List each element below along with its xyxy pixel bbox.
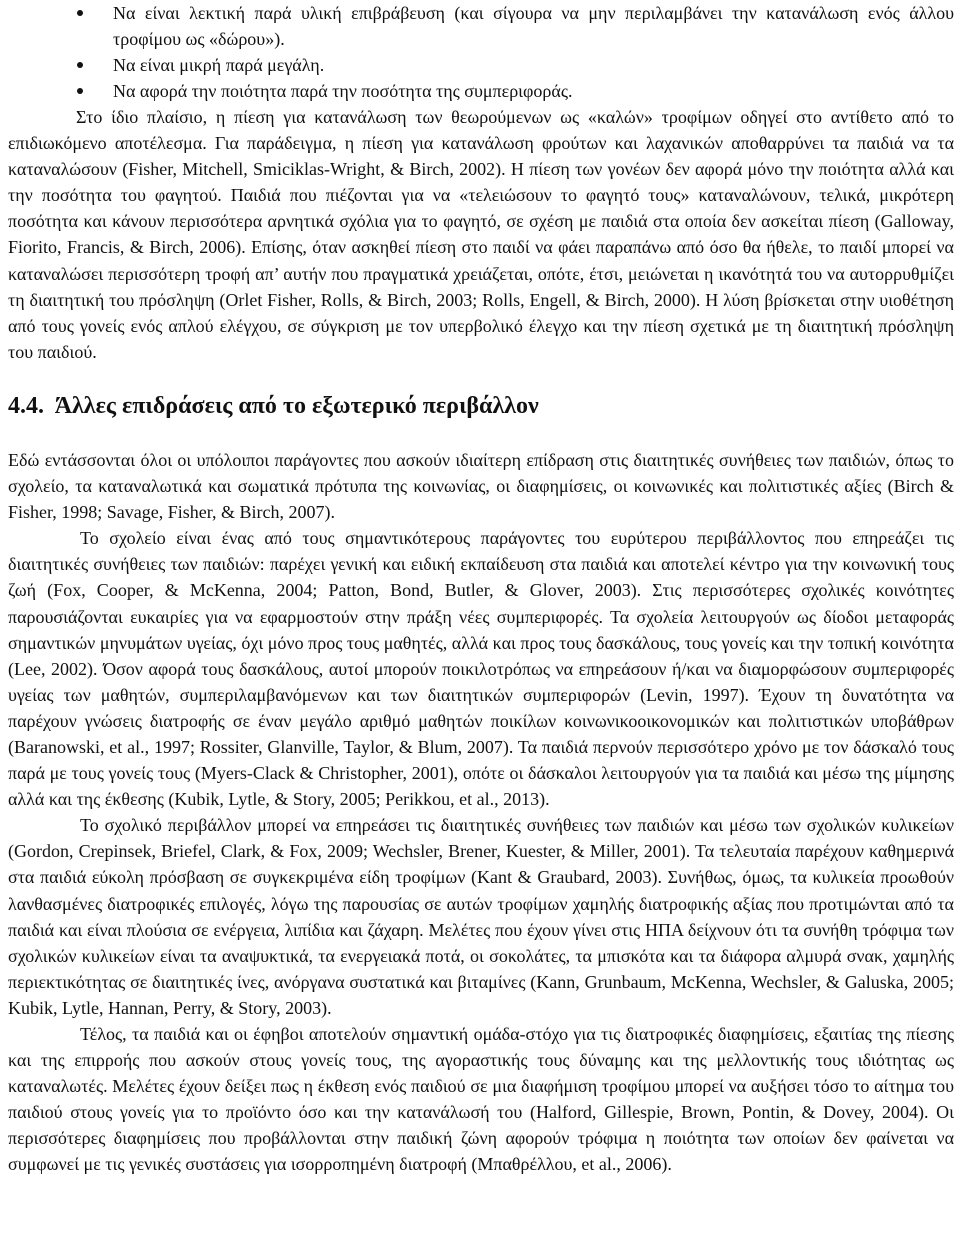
bullet-list bbox=[8, 0, 954, 104]
body-paragraph: Στο ίδιο πλαίσιο, η πίεση για κατανάλωση των θεωρούμενων ως «καλών» τροφίμων οδηγεί στο αντίθετο από το επιδιωκόμενο αποτέλεσμα. Για παράδειγμα, η πίεση για κατανάλωση φρούτων και λαχανικών αποθαρρύνει τα παιδιά να τα καταναλώσουν (Fisher, Mitchell, Smiciklas-Wright, & Birch, 2002). Η πίεση των γονέων δεν αφορά μόνο την ποιότητα αλλά και την ποσότητα του φαγητού. Παιδιά που πιέζονται για να «τελειώσουν το φαγητό τους» καταναλώνουν, τελικά, μικρότερη ποσότητα και κάνουν περισσότερα αρνητικά σχόλια για το φαγητό, σε σχέση με παιδιά στα οποία δεν ασκείται πίεση (Galloway, Fiorito, Francis, & Birch, 2006). Επίσης, όταν ασκηθεί πίεση στο παιδί να φάει παραπάνω από όσο θα ήθελε, το παιδί μπορεί να καταναλώσει περισσότερη τροφή απ’ αυτήν που πραγματικά χρειάζεται, οπότε, έτσι, μειώνεται η ικανότητά του να αυτορρυθμίζει τη διαιτητική του πρόσληψη (Orlet Fisher, Rolls, & Birch, 2003; Rolls, Engell, & Birch, 2000). Η λύση βρίσκεται στην υιοθέτηση από τους γονείς ενός απλού ελέγχου, σε σύγκριση με τον υπερβολικό έλεγχο και την πίεση σχετικά με τη διαιτητική πρόσληψη του παιδιού. bbox=[8, 107, 954, 362]
body-paragraph: Εδώ εντάσσονται όλοι οι υπόλοιποι παράγοντες που ασκούν ιδιαίτερη επίδραση στις διαιτητικές συνήθειες των παιδιών, όπως το σχολείο, τα καταναλωτικά και σωματικά πρότυπα της κοινωνίας, οι διαφημίσεις, οι κοινωνικές και πολιτιστικές αξίες (Birch & Fisher, 1998; Savage, Fisher, & Birch, 2007). bbox=[8, 449, 954, 523]
bullet-text: Να είναι μικρή παρά μεγάλη. bbox=[113, 55, 325, 75]
bullet-dot-icon bbox=[77, 62, 83, 68]
bullet-item bbox=[8, 52, 954, 78]
bullet-item bbox=[8, 78, 954, 104]
bullet-text: Να αφορά την ποιότητα παρά την ποσότητα της συμπεριφοράς. bbox=[113, 81, 573, 101]
body-paragraph: Τέλος, τα παιδιά και οι έφηβοι αποτελούν σημαντική ομάδα-στόχο για τις διατροφικές διαφημίσεις, εξαιτίας της πίεσης και της επιρροής που ασκούν στους γονείς τους, της αγοραστικής τους δύναμης και της μελλοντικής τους ιδιότητας ως καταναλωτές. Μελέτες έχουν δείξει πως η έκθεση ενός παιδιού σε μια διαφήμιση τροφίμου μπορεί να αυξήσει τόσο το αίτημα του παιδιού στους γονείς για το προϊόντο όσο και την κατανάλωσή του (Halford, Gillespie, Brown, Pontin, & Dovey, 2004). Οι περισσότερες διαφημίσεις που προβάλλονται στην παιδική ζώνη αφορούν τρόφιμα η ποιότητα των οποίων δεν φαίνεται να συμφωνεί με τις γενικές συστάσεις για ισορροπημένη διατροφή (Μπαθρέλλου, et al., 2006). bbox=[8, 1024, 954, 1175]
bullet-text: Να είναι λεκτική παρά υλική επιβράβευση (και σίγουρα να μην περιλαμβάνει την κατανάλωση ενός άλλου τροφίμου ως «δώρου»). bbox=[113, 3, 954, 49]
section-title: Άλλες επιδράσεις από το εξωτερικό περιβάλλον bbox=[54, 392, 539, 419]
section-heading bbox=[8, 365, 954, 447]
bullet-item bbox=[8, 0, 954, 52]
bullet-dot-icon bbox=[77, 10, 83, 16]
document-page bbox=[8, 0, 954, 1178]
section-number: 4.4. bbox=[8, 392, 44, 419]
bullet-dot-icon bbox=[77, 88, 83, 94]
body-paragraph: Το σχολικό περιβάλλον μπορεί να επηρεάσει τις διαιτητικές συνήθειες των παιδιών και μέσω των σχολικών κυλικείων (Gordon, Crepinsek, Briefel, Clark, & Fox, 2009; Wechsler, Brener, Kuester, & Miller, 2001). Τα τελευταία παρέχουν καθημερινά στα παιδιά εύκολη πρόσβαση σε συγκεκριμένα είδη τροφίμων (Kant & Graubard, 2003). Συνήθως, όμως, τα κυλικεία προωθούν λανθασμένες διατροφικές επιλογές, λόγω της παρουσίας σε αυτών τροφίμων χαμηλής διατροφικής αξίας που προτιμώνται από τα παιδιά και είναι πλούσια σε ενέργεια, λιπίδια και ζάχαρη. Μελέτες που έχουν γίνει στις ΗΠΑ δείχνουν ότι τα συνήθη τρόφιμα των σχολικών κυλικείων είναι τα αναψυκτικά, τα ενεργειακά ποτά, οι σοκολάτες, τα μπισκότα και τα διάφορα αλμυρά σνακ, χαμηλής περιεκτικότητας σε διαιτητικές ίνες, ανόργανα συστατικά και βιταμίνες (Kann, Grunbaum, McKenna, Wechsler, & Galuska, 2005; Kubik, Lytle, Hannan, Perry, & Story, 2003). bbox=[8, 815, 954, 1018]
body-paragraph: Το σχολείο είναι ένας από τους σημαντικότερους παράγοντες του ευρύτερου περιβάλλοντος που επηρεάζει τις διαιτητικές συνήθειες των παιδιών: παρέχει γενική και ειδική εκπαίδευση στα παιδιά και αποτελεί κέντρο για την κοινωνική τους ζωή (Fox, Cooper, & McKenna, 2004; Patton, Bond, Butler, & Glover, 2003). Στις περισσότερες σχολικές κοινότητες παρουσιάζονται ευκαιρίες για να εφαρμοστούν στην πράξη νέες συμπεριφορές. Τα σχολεία λειτουργούν ως δίοδοι μεταφοράς σημαντικών μηνυμάτων υγείας, όχι μόνο προς τους μαθητές, αλλά και προς τους δασκάλους, τους γονείς και την τοπική κοινότητα (Lee, 2002). Όσον αφορά τους δασκάλους, αυτοί μπορούν ποικιλοτρόπως να επηρεάσουν ή/και να διαμορφώσουν συμπεριφορές υγείας των μαθητών, συμπεριλαμβανόμενων και των διαιτητικών συμπεριφορών (Levin, 1997). Έχουν τη δυνατότητα να παρέχουν γνώσεις διατροφής σε έναν μεγάλο αριθμό μαθητών ποικίλων κοινωνικοοικονομικών και πολιτιστικών υποβάθρων (Baranowski, et al., 1997; Rossiter, Glanville, Taylor, & Blum, 2007). Τα παιδιά περνούν περισσότερο χρόνο με τον δάσκαλό τους παρά με τους γονείς τους (Myers-Clack & Christopher, 2001), οπότε οι δάσκαλοι λειτουργούν για τα παιδιά και μέσω της μίμησης αλλά και της έκθεσης (Kubik, Lytle, & Story, 2005; Perikkou, et al., 2013). bbox=[8, 528, 954, 810]
